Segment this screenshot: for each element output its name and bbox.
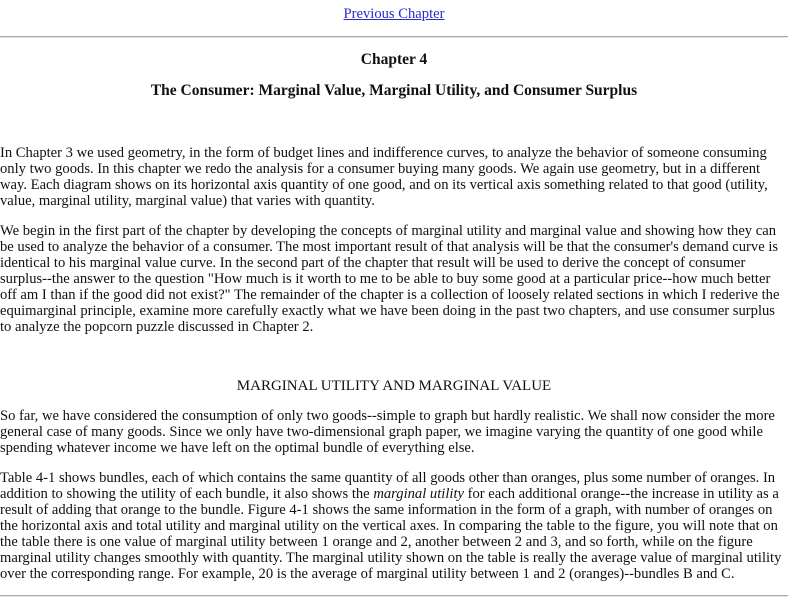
paragraph-text-before: Table 4-1 shows bundles, each of which contains the same quantity of all goods other than oranges, plus some number of oranges. In addition to showing the utility of each bundle, it also shows the bbox=[0, 470, 776, 502]
previous-chapter-link[interactable]: Previous Chapter bbox=[343, 6, 445, 22]
section-paragraph-1: So far, we have considered the consumption of only two goods--simple to graph but hardly realistic. We shall now consider the more general case of many goods. Since we only have two-dimensional graph paper, we imagine varying the quantity of one good while spending whatever income we have left on the optimal bundle of everything else. bbox=[0, 408, 775, 456]
section-heading: MARGINAL UTILITY AND MARGINAL VALUE bbox=[236, 378, 552, 394]
chapter-number-heading: Chapter 4 bbox=[360, 51, 428, 68]
marginal-utility-emphasis: marginal utility bbox=[373, 486, 464, 502]
chapter-navigation bbox=[0, 6, 788, 22]
paragraph-text-after: for each additional orange--the increase in utility as a result of adding that orange to the bundle. Figure 4-1 shows the same information in the form of a graph, with number of oranges on the horizontal axis and total utility and marginal utility on the vertical axes. In comparing the table to the figure, you will note that on the table there is one value of marginal utility between 1 orange and 2, another between 2 and 3, and so forth, while on the figure marginal utility changes smoothly with quantity. The marginal utility shown on the table is really the average value of marginal utility over the corresponding range. For example, 20 is the average of marginal utility between 1 and 2 (oranges)--bundles B and C. bbox=[0, 486, 782, 582]
chapter-title-heading: The Consumer: Marginal Value, Marginal Utility, and Consumer Surplus bbox=[150, 82, 638, 99]
horizontal-rule-top bbox=[0, 36, 788, 38]
intro-paragraph-2: We begin in the first part of the chapter by developing the concepts of marginal utility and marginal value and showing how they can be used to analyze the behavior of a consumer. The most important result of that analysis will be that the consumer's demand curve is identical to his marginal value curve. In the second part of the chapter that result will be used to derive the concept of consumer surplus--the answer to the question "How much is it worth to me to be able to buy some good at a particular price--how much better off am I than if the good did not exist?" The remainder of the chapter is a collection of loosely related sections in which I rederive the equimarginal principle, examine more carefully exactly what we have been doing in the past two chapters, and use consumer surplus to analyze the popcorn puzzle discussed in Chapter 2. bbox=[0, 223, 780, 335]
horizontal-rule-bottom bbox=[0, 595, 788, 597]
section-paragraph-2 bbox=[0, 470, 786, 582]
intro-paragraph-1: In Chapter 3 we used geometry, in the form of budget lines and indifference curves, to analyze the behavior of someone consuming only two goods. In this chapter we redo the analysis for a consumer buying many goods. We again use geometry, but in a different way. Each diagram shows on its horizontal axis quantity of one good, and on its vertical axis something related to that good (utility, value, marginal utility, marginal value) that varies with quantity. bbox=[0, 145, 768, 209]
